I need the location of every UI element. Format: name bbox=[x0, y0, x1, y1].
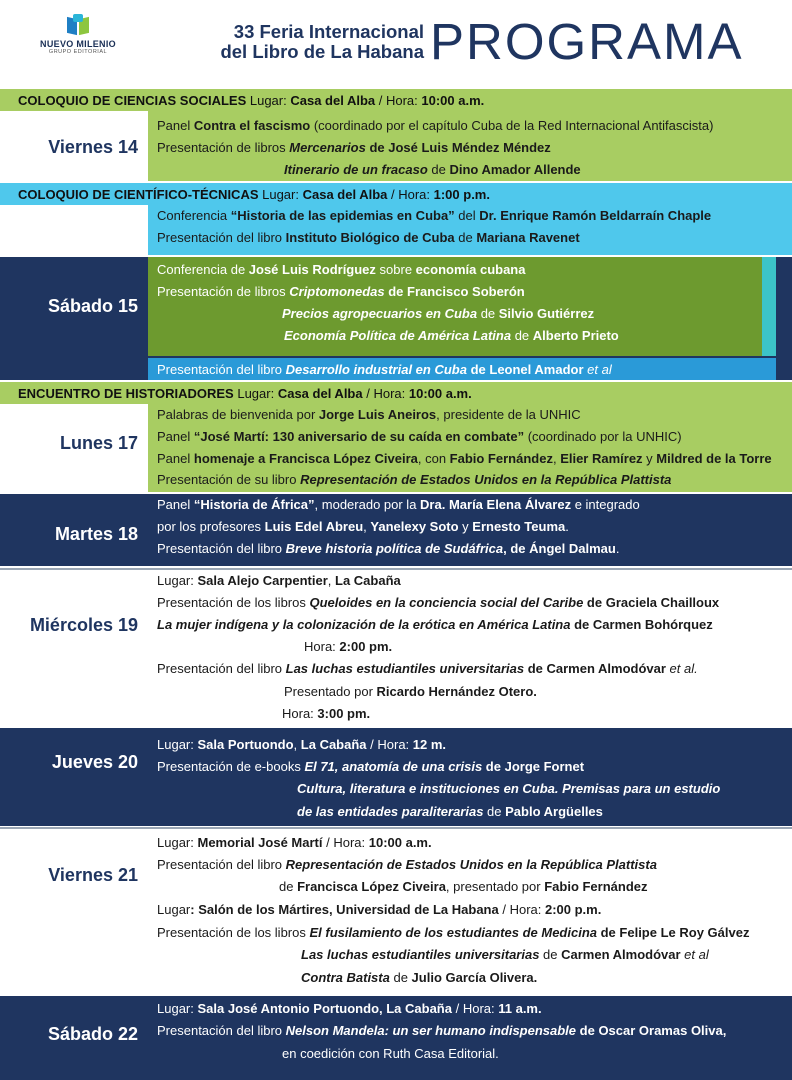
program-line: Hora: 3:00 pm. bbox=[282, 706, 371, 721]
program-line: Precios agropecuarios en Cuba de Silvio Gutiérrez bbox=[282, 306, 595, 321]
book-logo-icon bbox=[67, 14, 89, 36]
day-label-sabado15: Sábado 15 bbox=[47, 296, 138, 316]
page-header bbox=[0, 0, 792, 86]
program-line: Conferencia de José Luis Rodríguez sobre economía cubana bbox=[157, 262, 526, 277]
program-line: Presentación de libros Mercenarios de José Luis Méndez Méndez bbox=[157, 140, 551, 155]
program-line: de Francisca López Civeira, presentado por Fabio Fernández bbox=[279, 879, 648, 894]
program-line: Presentación del libro Instituto Biológico de Cuba de Mariana Ravenet bbox=[157, 230, 580, 245]
section-heading-ciencias-sociales: COLOQUIO DE CIENCIAS SOCIALES Lugar: Casa del Alba / Hora: 10:00 a.m. bbox=[18, 93, 485, 108]
day-label-viernes21: Viernes 21 bbox=[48, 865, 138, 885]
program-line: Lugar: Sala Alejo Carpentier, La Cabaña bbox=[157, 573, 401, 588]
section-heading-cientifico-tecnicas: COLOQUIO DE CIENTÍFICO-TÉCNICAS Lugar: Casa del Alba / Hora: 1:00 p.m. bbox=[18, 187, 490, 202]
program-line: Presentación de los libros El fusilamiento de los estudiantes de Medicina de Felipe Le Roy Gálvez bbox=[157, 925, 750, 940]
page-title: PROGRAMA bbox=[430, 13, 744, 70]
day-label-jueves20: Jueves 20 bbox=[51, 752, 138, 772]
day-label-miercoles19: Miércoles 19 bbox=[29, 615, 138, 635]
program-line: Presentación de su libro Representación de Estados Unidos en la República Plattista bbox=[157, 472, 672, 487]
program-line: Conferencia “Historia de las epidemias en Cuba” del Dr. Enrique Ramón Beldarraín Chaple bbox=[157, 208, 712, 223]
program-line: en coedición con Ruth Casa Editorial. bbox=[282, 1046, 499, 1061]
program-line: Presentación del libro Representación de Estados Unidos en la República Plattista bbox=[157, 857, 657, 872]
program-line: Presentación del libro Nelson Mandela: un ser humano indispensable de Oscar Oramas Oliva, bbox=[157, 1023, 727, 1038]
program-line: Las luchas estudiantiles universitarias de Carmen Almodóvar et al bbox=[301, 947, 709, 962]
day-cell-viernes14b bbox=[0, 205, 148, 255]
fair-title: 33 Feria Internacional del Libro de La Habana bbox=[220, 21, 424, 62]
program-line: Contra Batista de Julio García Olivera. bbox=[301, 970, 538, 985]
logo-name: NUEVO MILENIO bbox=[40, 39, 116, 49]
program-line: de las entidades paraliterarias de Pablo Argüelles bbox=[297, 804, 603, 819]
program-line: Economía Política de América Latina de Alberto Prieto bbox=[284, 328, 619, 343]
program-line: Itinerario de un fracaso de Dino Amador Allende bbox=[284, 162, 581, 177]
day-label-viernes14: Viernes 14 bbox=[48, 137, 138, 157]
program-line: Presentación del libro Las luchas estudiantiles universitarias de Carmen Almodóvar et al. bbox=[157, 661, 698, 676]
section-heading-historiadores: ENCUENTRO DE HISTORIADORES Lugar: Casa del Alba / Hora: 10:00 a.m. bbox=[18, 386, 472, 401]
program-line: Hora: 2:00 pm. bbox=[304, 639, 393, 654]
program-line: Presentación de los libros Queloides en la conciencia social del Caribe de Graciela Chailloux bbox=[157, 595, 720, 610]
program-line: Palabras de bienvenida por Jorge Luis Aneiros, presidente de la UNHIC bbox=[157, 407, 581, 422]
program-line: La mujer indígena y la colonización de la erótica en América Latina de Carmen Bohórquez bbox=[157, 617, 713, 632]
program-line: Lugar: Sala José Antonio Portuondo, La Cabaña / Hora: 11 a.m. bbox=[157, 1001, 542, 1016]
program-line: Panel homenaje a Francisca López Civeira, con Fabio Fernández, Elier Ramírez y Mildred de la Torre bbox=[157, 451, 772, 466]
divider bbox=[0, 827, 792, 829]
program-line: Panel Contra el fascismo (coordinado por el capítulo Cuba de la Red Internacional Antifascista) bbox=[157, 118, 714, 133]
program-line: Presentación de libros Criptomonedas de Francisco Soberón bbox=[157, 284, 525, 299]
program-line: Cultura, literatura e instituciones en Cuba. Premisas para un estudio bbox=[297, 781, 721, 796]
program-line: Panel “Historia de África”, moderado por la Dra. María Elena Álvarez e integrado bbox=[157, 497, 640, 512]
program-line: Lugar: Sala Portuondo, La Cabaña / Hora: 12 m. bbox=[157, 737, 447, 752]
program-line: por los profesores Luis Edel Abreu, Yanelexy Soto y Ernesto Teuma. bbox=[157, 519, 569, 534]
program-line: Panel “José Martí: 130 aniversario de su caída en combate” (coordinado por la UNHIC) bbox=[157, 429, 682, 444]
logo-subtitle: GRUPO EDITORIAL bbox=[48, 49, 108, 55]
band-accent-stripe bbox=[762, 257, 776, 356]
publisher-logo bbox=[38, 14, 118, 55]
program-line: Presentación del libro Breve historia política de Sudáfrica, de Ángel Dalmau. bbox=[157, 541, 620, 556]
program-line: Presentación del libro Desarrollo industrial en Cuba de Leonel Amador et al bbox=[157, 362, 612, 377]
day-label-sabado22: Sábado 22 bbox=[47, 1024, 138, 1044]
program-line: Presentado por Ricardo Hernández Otero. bbox=[284, 684, 537, 699]
program-line: Presentación de e-books El 71, anatomía de una crisis de Jorge Fornet bbox=[157, 759, 585, 774]
program-line: Lugar: Memorial José Martí / Hora: 10:00 a.m. bbox=[157, 835, 432, 850]
day-label-martes18: Martes 18 bbox=[54, 524, 138, 544]
program-line: Lugar: Salón de los Mártires, Universidad de La Habana / Hora: 2:00 p.m. bbox=[157, 902, 602, 917]
day-label-lunes17: Lunes 17 bbox=[59, 433, 138, 453]
divider bbox=[0, 568, 792, 570]
